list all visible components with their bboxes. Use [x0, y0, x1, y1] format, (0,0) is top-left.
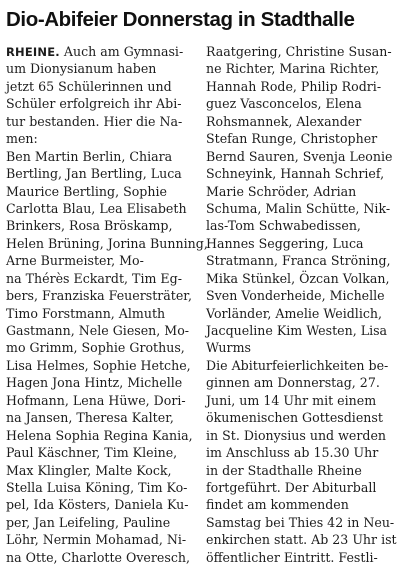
article-line: Wurms	[206, 340, 251, 356]
article-line: ökumenischen Gottesdienst	[206, 410, 383, 426]
article-line: ne Richter, Marina Richter,	[206, 61, 380, 77]
article-line: na Jansen, Theresa Kalter,	[6, 410, 174, 426]
article-line: Schuma, Malin Schütte, Nik-	[206, 200, 391, 216]
article-line: bers, Franziska Feuersträter,	[6, 288, 192, 304]
article-line: jetzt 65 Schülerinnen und	[6, 78, 172, 94]
article-line: Hofmann, Lena Hüwe, Dori-	[6, 392, 186, 408]
article-line: Raatgering, Christine Susan-	[206, 44, 392, 59]
article-text: Auch am Gymnasi-	[63, 44, 184, 59]
article-line: Ben Martin Berlin, Chiara	[6, 148, 173, 164]
article-line: Carlotta Blau, Lea Elisabeth	[6, 200, 187, 216]
article-line: na Otte, Charlotte Overesch,	[6, 549, 190, 565]
article-line: fortgeführt. Der Abiturball	[206, 479, 377, 495]
article-line: um Dionysianum haben	[6, 61, 157, 77]
article-line: Lisa Helmes, Sophie Hetche,	[6, 357, 191, 373]
article-line: in St. Dionysius und werden	[206, 427, 387, 443]
article-line: tur bestanden. Hier die Na-	[6, 113, 183, 129]
article-line: Stella Luisa Köning, Tim Ko-	[6, 479, 188, 495]
article-line: Maurice Bertling, Sophie	[6, 183, 167, 199]
article-line: Mika Stünkel, Özcan Volkan,	[206, 270, 390, 286]
article-line: in der Stadthalle Rheine	[206, 462, 362, 478]
article-line: Arne Burmeister, Mo-	[6, 253, 144, 269]
article-line: Paul Käschner, Tim Kleine,	[6, 445, 178, 461]
article-line: Vorländer, Amelie Weidlich,	[206, 305, 383, 321]
article-line: ginnen am Donnerstag, 27.	[206, 375, 380, 391]
article-line: Helena Sophia Regina Kania,	[6, 427, 193, 443]
article-column-left	[6, 43, 208, 566]
article-line: Jacqueline Kim Westen, Lisa	[206, 323, 388, 338]
article-line: Stefan Runge, Christopher	[206, 131, 378, 147]
article-line: per, Jan Leifeling, Pauline	[6, 514, 171, 530]
article-column-right	[206, 43, 402, 566]
article-line: Max Klingler, Malte Kock,	[6, 462, 172, 478]
article-line: Löhr, Nermin Mohamad, Ni-	[6, 532, 187, 548]
article-line: Hannes Seggering, Luca	[206, 235, 364, 251]
article-line: na Thérès Eckardt, Tim Eg-	[6, 270, 182, 286]
article-line: Helen Brüning, Jorina Bunning,	[6, 235, 208, 251]
article-line	[6, 43, 202, 60]
article-line: Bernd Sauren, Svenja Leonie	[206, 148, 393, 164]
article-line: Die Abiturfeierlichkeiten be-	[206, 357, 389, 373]
article-line: enkirchen statt. Ab 23 Uhr ist	[206, 532, 397, 548]
article-line: Marie Schröder, Adrian	[206, 183, 357, 199]
article-line: Schüler erfolgreich ihr Abi-	[6, 96, 182, 112]
article-line: pel, Ida Kösters, Daniela Ku-	[6, 497, 189, 513]
article-line: Bertling, Jan Bertling, Luca	[6, 166, 182, 182]
article-line: Juni, um 14 Uhr mit einem	[206, 392, 377, 408]
article-line: guez Vasconcelos, Elena	[206, 96, 362, 112]
article-headline: Dio-Abifeier Donnerstag in Stadthalle	[6, 8, 355, 31]
article-line: las-Tom Schwabedissen,	[206, 218, 361, 234]
article-line: öffentlicher Eintritt. Festli-	[206, 549, 378, 565]
article-line: Samstag bei Thies 42 in Neu-	[206, 514, 395, 530]
article-line: findet am kommenden	[206, 497, 349, 513]
article-line: Sven Vonderheide, Michelle	[206, 288, 385, 304]
article-line: men:	[6, 131, 38, 147]
article-line: Gastmann, Nele Giesen, Mo-	[6, 323, 190, 338]
article-line: Rohsmannek, Alexander	[206, 113, 362, 129]
article-line: Stratmann, Franca Ströning,	[206, 253, 391, 269]
article-line: Hannah Rode, Philip Rodri-	[206, 78, 382, 94]
article-line: Hagen Jona Hintz, Michelle	[6, 375, 183, 391]
article-line: im Anschluss ab 15.30 Uhr	[206, 445, 379, 461]
article-line: mo Grimm, Sophie Grothus,	[6, 340, 185, 356]
article-line: Timo Forstmann, Almuth	[6, 305, 166, 321]
article-line: Brinkers, Rosa Bröskamp,	[6, 218, 173, 234]
dateline: RHEINE.	[6, 45, 60, 59]
article-line: Schneyink, Hannah Schrief,	[206, 166, 385, 182]
